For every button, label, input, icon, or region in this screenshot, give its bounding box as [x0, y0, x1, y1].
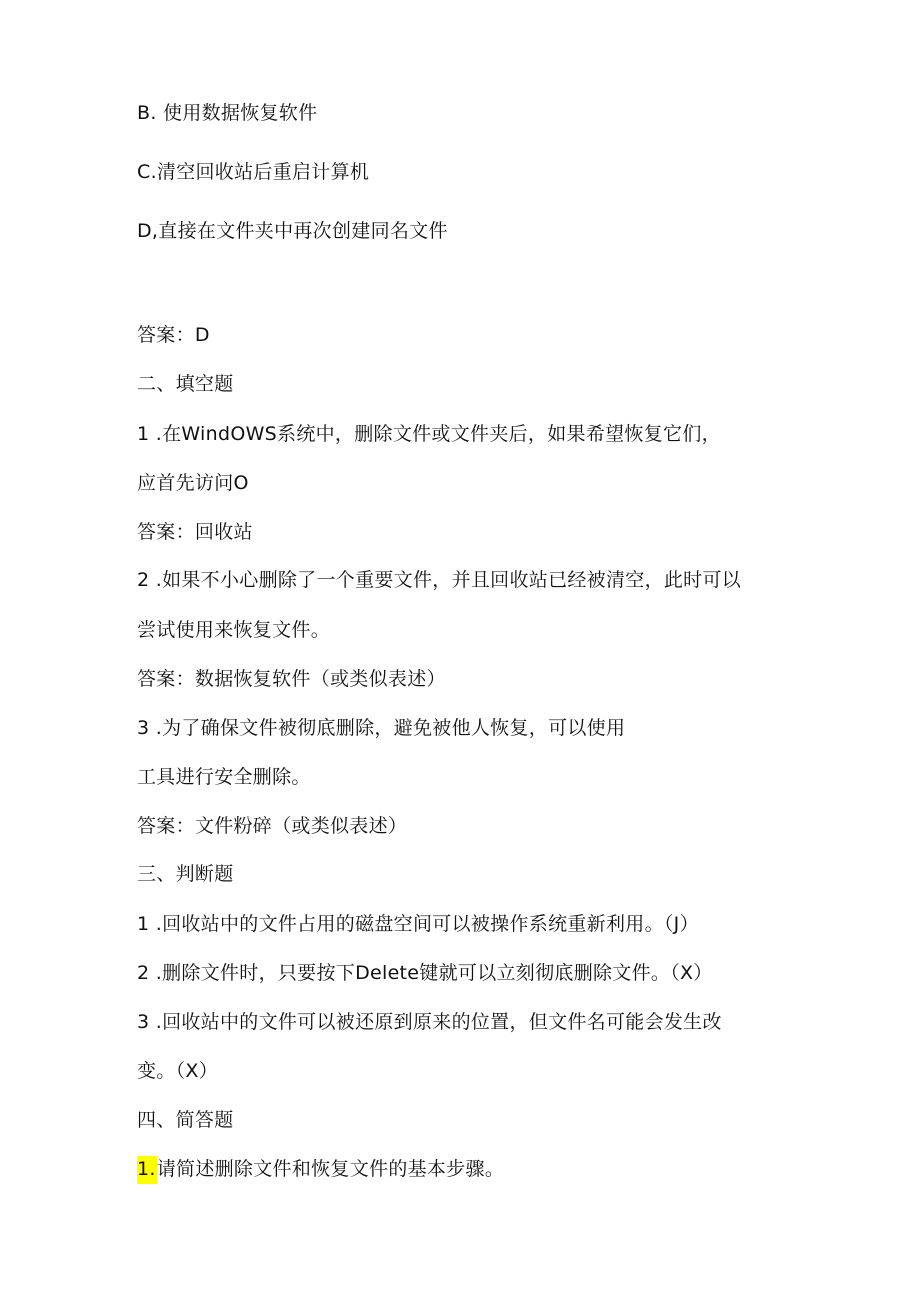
option-d: D,直接在文件夹中再次创建同名文件	[137, 220, 448, 242]
fill-a3: 答案：文件粉碎（或类似表述）	[137, 815, 408, 837]
tf-q3-line1: 3 .回收站中的文件可以被还原到原来的位置，但文件名可能会发生改	[137, 1011, 722, 1033]
section-title-short-answer: 四、简答题	[137, 1109, 234, 1131]
fill-q2-line1: 2 .如果不小心删除了一个重要文件，并且回收站已经被清空，此时可以	[137, 569, 742, 591]
section-title-fill-in: 二、填空题	[137, 373, 234, 395]
tf-q2: 2 .删除文件时，只要按下Delete键就可以立刻彻底删除文件。（X）	[137, 962, 713, 984]
highlighted-number: 1.	[137, 1156, 157, 1184]
fill-a2: 答案：数据恢复软件（或类似表述）	[137, 668, 446, 690]
fill-q1-line1: 1 .在WindOWS系统中，删除文件或文件夹后，如果希望恢复它们，	[137, 423, 721, 445]
short-q1-text: 请简述删除文件和恢复文件的基本步骤。	[156, 1158, 505, 1180]
tf-q3-line2: 变。（X）	[137, 1060, 219, 1082]
fill-a1: 答案：回收站	[137, 521, 253, 543]
fill-q3-line2: 工具进行安全删除。	[137, 766, 311, 788]
fill-q2-line2: 尝试使用来恢复文件。	[137, 619, 331, 641]
option-c: C.清空回收站后重启计算机	[137, 161, 370, 183]
fill-q3-line1: 3 .为了确保文件被彻底删除，避免被他人恢复，可以使用	[137, 717, 626, 739]
fill-q1-line2: 应首先访问O	[137, 472, 249, 494]
short-q1	[137, 1157, 504, 1181]
answer-choice: 答案：D	[137, 324, 210, 346]
tf-q1: 1 .回收站中的文件占用的磁盘空间可以被操作系统重新利用。（J）	[137, 913, 699, 935]
section-title-true-false: 三、判断题	[137, 863, 234, 885]
option-b: B. 使用数据恢复软件	[137, 102, 318, 124]
